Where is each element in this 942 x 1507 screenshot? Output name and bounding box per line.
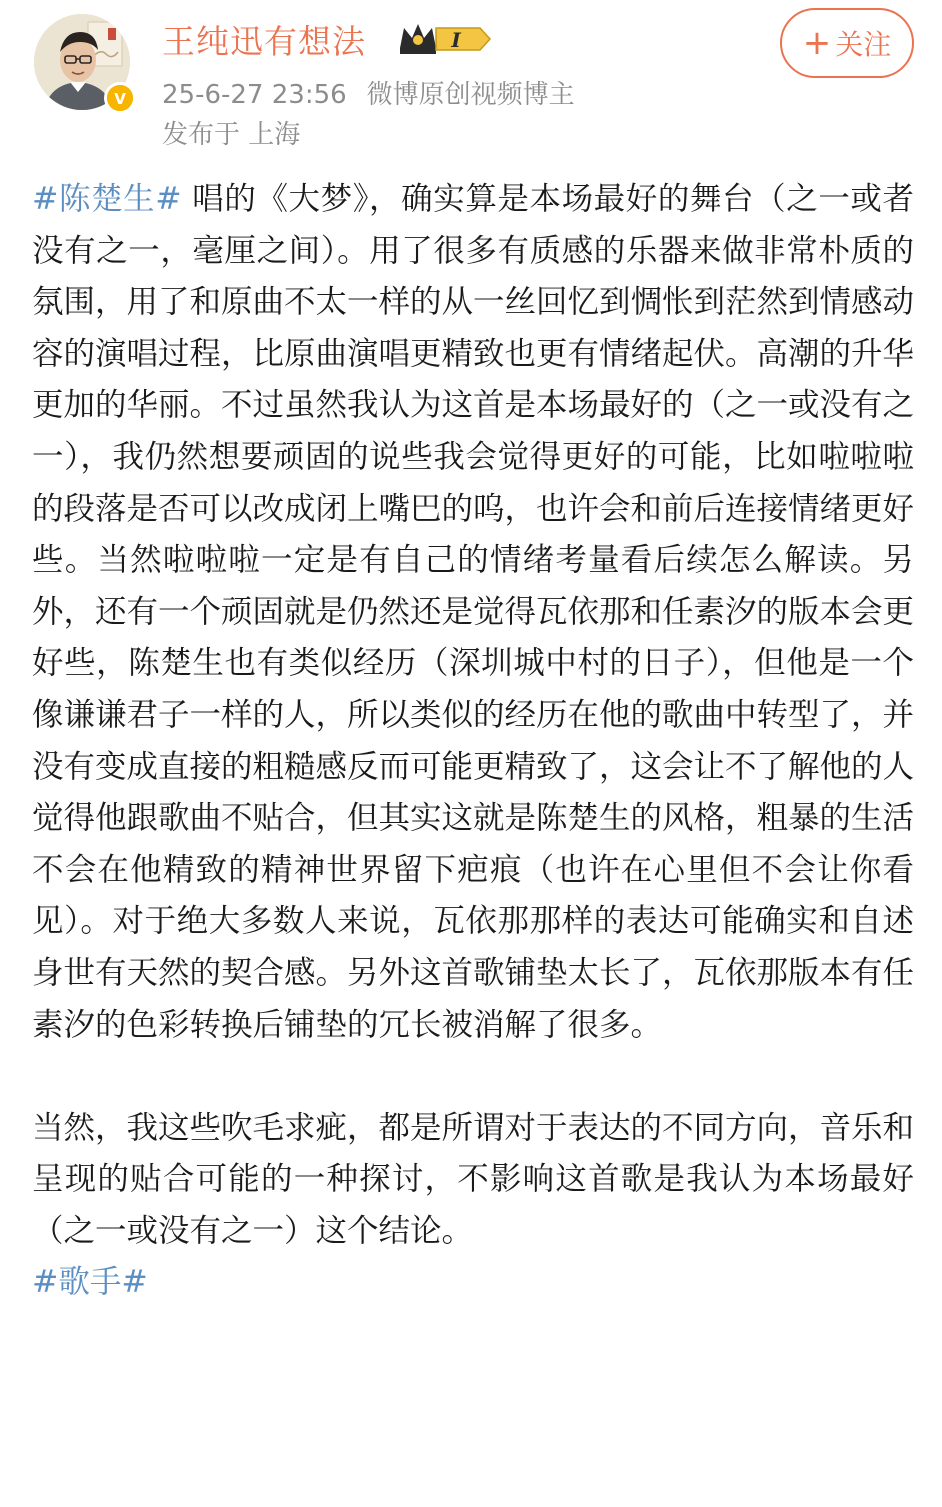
paragraph-gap (32, 1051, 914, 1103)
follow-button-label: 关注 (835, 28, 892, 61)
author-name[interactable]: 王纯迅有想法 (162, 22, 366, 61)
svg-text:V: V (114, 90, 126, 108)
verified-badge-icon (104, 82, 136, 114)
plus-icon: + (802, 23, 832, 63)
post-meta (162, 74, 575, 111)
post-paragraph-2 (32, 1103, 914, 1258)
hashtag-link[interactable]: #歌手# (32, 1264, 148, 1301)
vip-crown-icon[interactable] (398, 20, 494, 58)
post-time: 25-6-27 23:56 (162, 80, 347, 110)
avatar[interactable] (34, 14, 130, 110)
post-content (32, 174, 914, 1309)
post-paragraph-3 (32, 1257, 914, 1309)
vip-level: I (451, 28, 461, 52)
post-text: 当然，我这些吹毛求疵，都是所谓对于表达的不同方向，音乐和呈现的贴合可能的一种探讨，不影响这首歌是我认为本场最好（之一或没有之一）这个结论。 (32, 1109, 915, 1249)
hashtag-link[interactable]: #陈楚生# (32, 181, 182, 217)
post-text: 唱的《大梦》，确实算是本场最好的舞台（之一或者没有之一，毫厘之间）。用了很多有质感的乐器来做非常朴质的氛围，用了和原曲不太一样的从一丝回忆到惆怅到茫然到情感动容的演唱过程，比原曲演唱更精致也更有情绪起伏。高潮的升华更加的华丽。不过虽然我认为这首是本场最好的（之一或没有之一），我仍然想要顽固的说些我会觉得更好的可能，比如啦啦啦的段落是否可以改成闭上嘴巴的呜，也许会和前后连接情绪更好些。当然啦啦啦一定是有自己的情绪考量看后续怎么解读。另外，还有一个顽固就是仍然还是觉得瓦依那和任素汐的版本会更好些，陈楚生也有类似经历（深圳城中村的日子），但他是一个像谦谦君子一样的人，所以类似的经历在他的歌曲中转型了，并没有变成直接的粗糙感反而可能更精致了，这会让不了解他的人觉得他跟歌曲不贴合，但其实这就是陈楚生的风格，粗暴的生活不会在他精致的精神世界留下疤痕（也许在心里但不会让你看见）。对于绝大多数人来说，瓦依那那样的表达可能确实和自述身世有天然的契合感。另外这首歌铺垫太长了，瓦依那版本有任素汐的色彩转换后铺垫的冗长被消解了很多。 (32, 181, 915, 1043)
post-header (0, 0, 942, 150)
post-location: 发布于 上海 (162, 120, 301, 150)
author-label: 微博原创视频博主 (366, 80, 575, 110)
post-paragraph-1 (32, 174, 914, 1051)
follow-button[interactable] (780, 8, 914, 78)
